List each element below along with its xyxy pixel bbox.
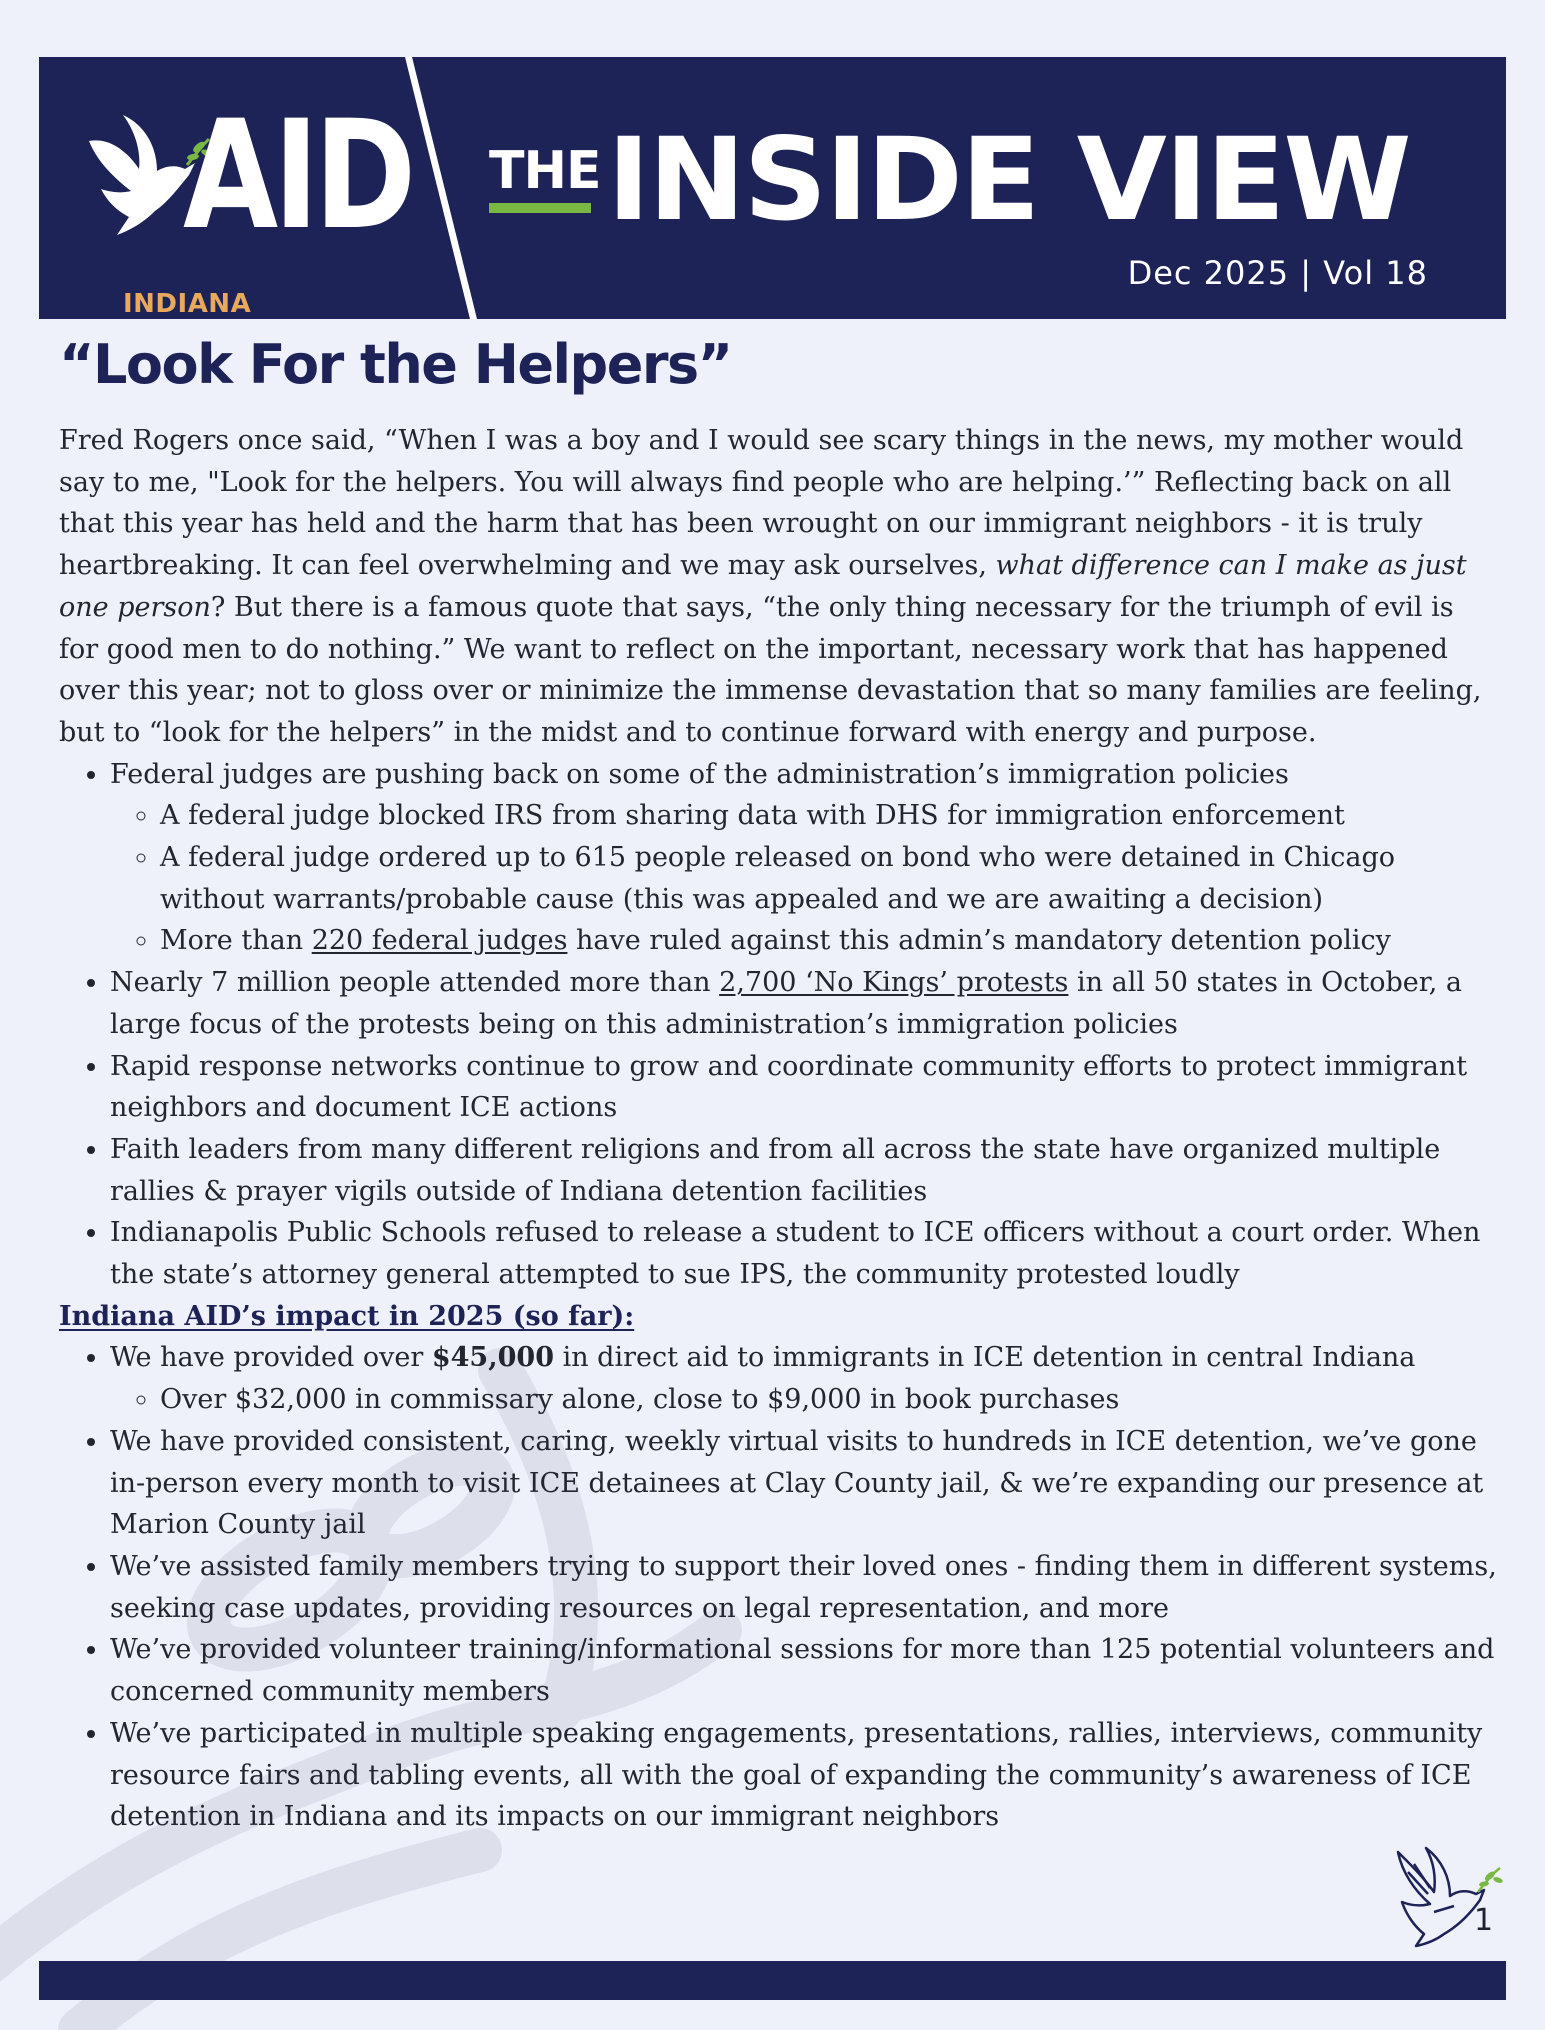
- article-body: [59, 420, 1499, 1838]
- no-kings-protests-link[interactable]: 2,700 ‘No Kings’ protests: [719, 967, 1069, 999]
- newsletter-banner: [39, 57, 1506, 319]
- newsletter-title: INSIDE VIEW: [607, 113, 1410, 246]
- helpers-list: [59, 754, 1499, 1296]
- issue-date-volume: Dec 2025 | Vol 18: [1127, 254, 1428, 292]
- list-item: • Rapid response networks continue to grow and coordinate community efforts to protect immigrant neighbors and document ICE actions: [110, 1046, 1499, 1129]
- green-accent-bar: [489, 203, 591, 213]
- logo-indiana-label: INDIANA: [123, 289, 252, 319]
- list-item: ◦ Over $32,000 in commissary alone, close to $9,000 in book purchases: [160, 1379, 1499, 1421]
- logo-aid-wordmark: AID: [183, 89, 412, 263]
- list-item: ◦ A federal judge ordered up to 615 people released on bond who were detained in Chicago without warrants/probable cause (this was appealed and we are awaiting a decision): [160, 837, 1499, 920]
- list-item: ◦ More than 220 federal judges have ruled against this admin’s mandatory detention policy: [160, 920, 1499, 962]
- list-item: • We have provided consistent, caring, weekly virtual visits to hundreds in ICE detention, we’ve gone in-person every month to visit ICE detainees at Clay County jail, & we’re expanding our presence at Marion County jail: [110, 1421, 1499, 1546]
- list-item: • We’ve participated in multiple speaking engagements, presentations, rallies, interviews, community resource fairs and tabling events, all with the goal of expanding the community’s awareness of ICE detention in Indiana and its impacts on our immigrant neighbors: [110, 1713, 1499, 1838]
- list-item: • Nearly 7 million people attended more than 2,700 ‘No Kings’ protests in all 50 states in October, a large focus of the protests being on this administration’s immigration policies: [110, 962, 1499, 1045]
- judges-sublist: [110, 795, 1499, 962]
- impact-list: [59, 1337, 1499, 1837]
- list-item: ◦ A federal judge blocked IRS from sharing data with DHS for immigration enforcement: [160, 795, 1499, 837]
- indiana-aid-logo: [83, 89, 413, 319]
- list-item: • Federal judges are pushing back on some of the administration’s immigration policies ◦ A federal judge blocked IRS from sharing data with DHS for immigration enforcement ◦ A federal judge ordered up to 615 people released on bond who were detained in Chicago without warrants/probable cause (this was appealed and we are awaiting a decision) ◦ More than 220 federal judges have ruled against this admin’s mandatory detention policy: [110, 754, 1499, 963]
- list-item: • We’ve provided volunteer training/informational sessions for more than 125 potential volunteers and concerned community members: [110, 1629, 1499, 1712]
- impact-heading: Indiana AID’s impact in 2025 (so far):: [59, 1300, 635, 1332]
- footer-bar: [39, 1961, 1506, 2000]
- list-item: • We’ve assisted family members trying to support their loved ones - finding them in different systems, seeking case updates, providing resources on legal representation, and more: [110, 1546, 1499, 1629]
- aid-amount: $45,000: [431, 1342, 554, 1374]
- aid-sublist: [110, 1379, 1499, 1421]
- list-item: • We have provided over $45,000 in direct aid to immigrants in ICE detention in central Indiana ◦ Over $32,000 in commissary alone, close to $9,000 in book purchases: [110, 1337, 1499, 1420]
- intro-paragraph: Fred Rogers once said, “When I was a boy and I would see scary things in the news, my mother would say to me, "Look for the helpers. You will always find people who are helping.’” Reflecting back on all that this year has held and the harm that has been wrought on our immigrant neighbors - it is truly heartbreaking. It can feel overwhelming and we may ask ourselves, what difference can I make as just one person? But there is a famous quote that says, “the only thing necessary for the triumph of evil is for good men to do nothing.” We want to reflect on the important, necessary work that has happened over this year; not to gloss over or minimize the immense devastation that so many families are feeling, but to “look for the helpers” in the midst and to continue forward with energy and purpose.: [59, 425, 1482, 748]
- series-prefix: THE: [489, 141, 601, 201]
- article-title: “Look For the Helpers”: [59, 333, 732, 396]
- page-number: 1: [1474, 1903, 1494, 1938]
- federal-judges-link[interactable]: 220 federal judges: [311, 925, 568, 957]
- list-item: • Indianapolis Public Schools refused to release a student to ICE officers without a court order. When the state’s attorney general attempted to sue IPS, the community protested loudly: [110, 1212, 1499, 1295]
- list-item: • Faith leaders from many different religions and from all across the state have organized multiple rallies & prayer vigils outside of Indiana detention facilities: [110, 1129, 1499, 1212]
